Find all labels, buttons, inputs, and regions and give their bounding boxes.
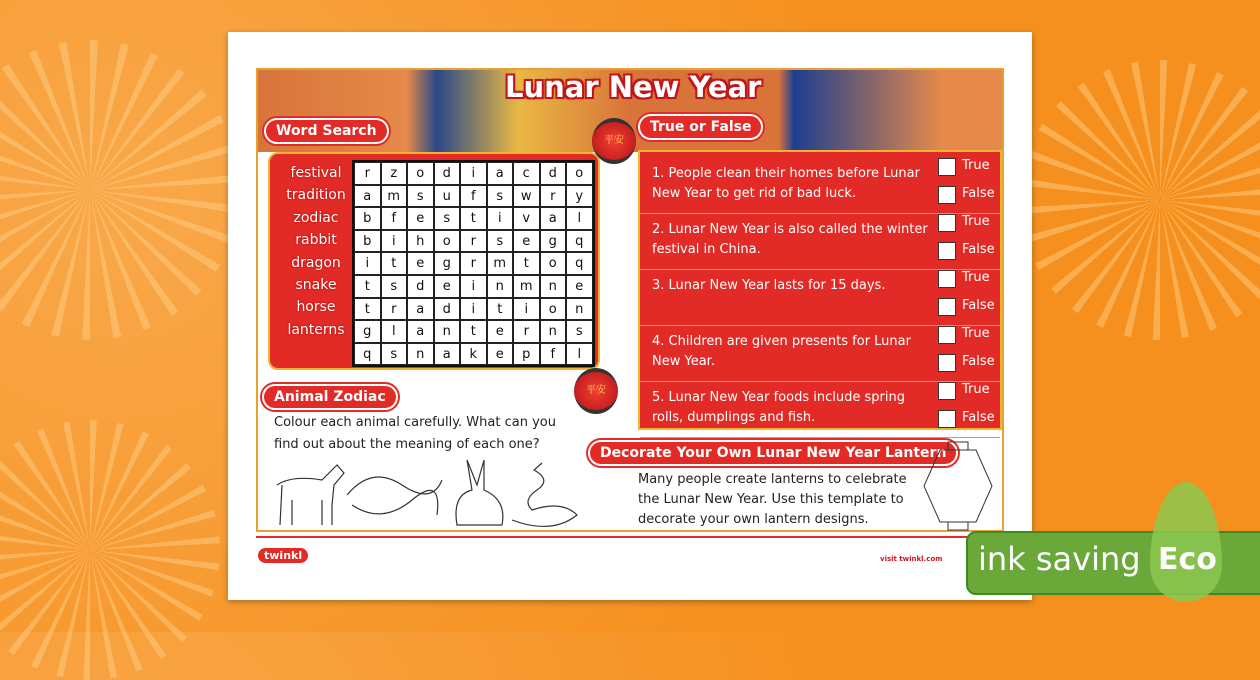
animal-zodiac-heading: Animal Zodiac — [262, 384, 398, 410]
word-list-item: zodiac — [293, 209, 339, 226]
grid-cell[interactable]: g — [354, 320, 381, 343]
true-checkbox[interactable] — [938, 158, 956, 176]
animal-drawings — [272, 455, 592, 530]
grid-cell[interactable]: s — [566, 320, 593, 343]
grid-cell[interactable]: o — [540, 252, 567, 275]
word-list-item: horse — [296, 299, 336, 316]
question-text: 5. Lunar New Year foods include spring rolls, dumplings and fish. — [652, 390, 905, 425]
grid-cell[interactable]: l — [566, 207, 593, 230]
grid-cell[interactable]: r — [460, 252, 487, 275]
grid-cell[interactable]: a — [407, 298, 434, 321]
false-checkbox[interactable] — [938, 298, 956, 316]
grid-cell[interactable]: d — [407, 275, 434, 298]
true-false-panel — [638, 150, 1002, 430]
grid-cell[interactable]: r — [540, 185, 567, 208]
true-checkbox[interactable] — [938, 270, 956, 288]
word-list-item: dragon — [291, 254, 341, 271]
ink-saving-label: ink saving — [978, 540, 1141, 578]
grid-cell[interactable]: n — [407, 343, 434, 366]
grid-cell[interactable]: m — [381, 185, 408, 208]
grid-cell[interactable]: a — [407, 320, 434, 343]
true-label: True — [962, 382, 990, 397]
true-label: True — [962, 158, 990, 173]
grid-cell[interactable]: q — [566, 252, 593, 275]
grid-cell[interactable]: q — [354, 343, 381, 366]
firework-decoration — [0, 420, 220, 680]
true-label: True — [962, 326, 990, 341]
grid-cell[interactable]: t — [460, 207, 487, 230]
lantern-icon: 平安 — [592, 118, 636, 164]
grid-cell[interactable]: n — [434, 320, 461, 343]
true-label: True — [962, 214, 990, 229]
grid-cell[interactable]: y — [566, 185, 593, 208]
grid-cell[interactable]: v — [513, 207, 540, 230]
grid-cell[interactable]: e — [407, 207, 434, 230]
question-row — [640, 270, 1000, 326]
question-text: 3. Lunar New Year lasts for 15 days. — [652, 278, 886, 293]
page-title: Lunar New Year — [505, 70, 762, 104]
grid-cell[interactable]: o — [407, 162, 434, 185]
grid-cell[interactable]: t — [460, 320, 487, 343]
question-row — [640, 158, 1000, 214]
grid-cell[interactable]: f — [460, 185, 487, 208]
grid-cell[interactable]: a — [354, 185, 381, 208]
word-search-heading: Word Search — [264, 118, 389, 144]
false-label: False — [962, 186, 995, 201]
false-label: False — [962, 410, 995, 425]
grid-cell[interactable]: l — [566, 343, 593, 366]
grid-cell[interactable]: i — [513, 298, 540, 321]
lantern-section-heading: Decorate Your Own Lunar New Year Lantern — [588, 440, 958, 466]
grid-cell[interactable]: e — [566, 275, 593, 298]
grid-cell[interactable]: e — [434, 275, 461, 298]
grid-cell[interactable]: a — [434, 343, 461, 366]
grid-cell[interactable]: l — [381, 320, 408, 343]
word-list — [280, 162, 352, 341]
grid-cell[interactable]: c — [513, 162, 540, 185]
grid-cell[interactable]: f — [540, 343, 567, 366]
grid-cell[interactable]: t — [354, 298, 381, 321]
false-checkbox[interactable] — [938, 186, 956, 204]
grid-cell[interactable]: h — [407, 230, 434, 253]
snake-icon — [512, 463, 577, 526]
grid-cell[interactable]: d — [540, 162, 567, 185]
grid-cell[interactable]: g — [540, 230, 567, 253]
grid-cell[interactable]: a — [487, 162, 514, 185]
grid-cell[interactable]: e — [487, 320, 514, 343]
grid-cell[interactable]: n — [540, 320, 567, 343]
eco-label: Eco — [1158, 542, 1217, 577]
grid-cell[interactable]: i — [354, 252, 381, 275]
grid-cell[interactable]: e — [487, 343, 514, 366]
grid-cell[interactable]: n — [566, 298, 593, 321]
grid-cell[interactable]: s — [381, 343, 408, 366]
word-list-item: lanterns — [287, 321, 345, 338]
true-checkbox[interactable] — [938, 382, 956, 400]
false-checkbox[interactable] — [938, 354, 956, 372]
grid-cell[interactable]: i — [460, 162, 487, 185]
grid-cell[interactable]: e — [513, 230, 540, 253]
grid-cell[interactable]: r — [381, 298, 408, 321]
grid-cell[interactable]: i — [460, 298, 487, 321]
grid-cell[interactable]: t — [381, 252, 408, 275]
grid-cell[interactable]: g — [434, 252, 461, 275]
grid-cell[interactable]: b — [354, 230, 381, 253]
zodiac-instructions: Colour each animal carefully. What can you find out about the meaning of each one? — [274, 415, 556, 452]
grid-cell[interactable]: u — [434, 185, 461, 208]
grid-cell[interactable]: i — [381, 230, 408, 253]
footer-divider — [256, 536, 1004, 538]
grid-cell[interactable]: o — [540, 298, 567, 321]
grid-cell[interactable]: p — [513, 343, 540, 366]
grid-cell[interactable]: n — [487, 275, 514, 298]
grid-cell[interactable]: s — [487, 230, 514, 253]
grid-cell[interactable]: d — [434, 298, 461, 321]
true-checkbox[interactable] — [938, 214, 956, 232]
grid-cell[interactable]: m — [513, 275, 540, 298]
question-text: 4. Children are given presents for Lunar New Year. — [652, 334, 911, 369]
grid-cell[interactable]: e — [407, 252, 434, 275]
grid-cell[interactable]: b — [354, 207, 381, 230]
question-text: 2. Lunar New Year is also called the winter festival in China. — [652, 222, 928, 257]
true-false-heading: True or False — [638, 114, 763, 140]
grid-cell[interactable]: o — [434, 230, 461, 253]
lantern-instructions: Many people create lanterns to celebrate the Lunar New Year. Use this template to decorate your own lantern designs. — [638, 472, 907, 527]
word-list-item: snake — [295, 276, 337, 293]
dragon-icon — [347, 477, 442, 515]
grid-cell[interactable]: s — [487, 185, 514, 208]
false-label: False — [962, 298, 995, 313]
grid-cell[interactable]: r — [460, 230, 487, 253]
word-list-item: rabbit — [295, 232, 337, 249]
grid-cell[interactable]: k — [460, 343, 487, 366]
false-checkbox[interactable] — [938, 410, 956, 428]
question-row — [640, 382, 1000, 438]
grid-cell[interactable]: i — [487, 207, 514, 230]
true-label: True — [962, 270, 990, 285]
grid-cell[interactable]: t — [354, 275, 381, 298]
question-row — [640, 326, 1000, 382]
rabbit-icon — [456, 460, 503, 525]
question-row — [640, 214, 1000, 270]
grid-cell[interactable]: s — [434, 207, 461, 230]
true-checkbox[interactable] — [938, 326, 956, 344]
word-search-grid — [352, 160, 595, 367]
word-list-item: tradition — [286, 187, 346, 204]
grid-cell[interactable]: w — [513, 185, 540, 208]
firework-decoration — [1020, 60, 1260, 340]
grid-cell[interactable]: i — [460, 275, 487, 298]
grid-cell[interactable]: f — [381, 207, 408, 230]
grid-cell[interactable]: z — [381, 162, 408, 185]
word-list-item: festival — [290, 165, 342, 181]
horse-icon — [277, 465, 344, 525]
question-text: 1. People clean their homes before Lunar New Year to get rid of bad luck. — [652, 166, 920, 201]
grid-cell[interactable]: r — [354, 162, 381, 185]
grid-cell[interactable]: t — [513, 252, 540, 275]
grid-cell[interactable]: s — [407, 185, 434, 208]
lantern-icon: 平安 — [574, 368, 618, 414]
false-label: False — [962, 242, 995, 257]
footer-link[interactable]: visit twinkl.com — [880, 555, 943, 563]
grid-cell[interactable]: m — [487, 252, 514, 275]
false-checkbox[interactable] — [938, 242, 956, 260]
grid-cell[interactable]: r — [513, 320, 540, 343]
lantern-template-icon — [920, 440, 996, 532]
grid-cell[interactable]: s — [381, 275, 408, 298]
grid-cell[interactable]: o — [566, 162, 593, 185]
grid-cell[interactable]: d — [434, 162, 461, 185]
firework-decoration — [0, 40, 240, 340]
grid-cell[interactable]: a — [540, 207, 567, 230]
grid-cell[interactable]: t — [487, 298, 514, 321]
twinkl-logo: twinkl — [258, 548, 308, 563]
false-label: False — [962, 354, 995, 369]
grid-cell[interactable]: q — [566, 230, 593, 253]
grid-cell[interactable]: n — [540, 275, 567, 298]
